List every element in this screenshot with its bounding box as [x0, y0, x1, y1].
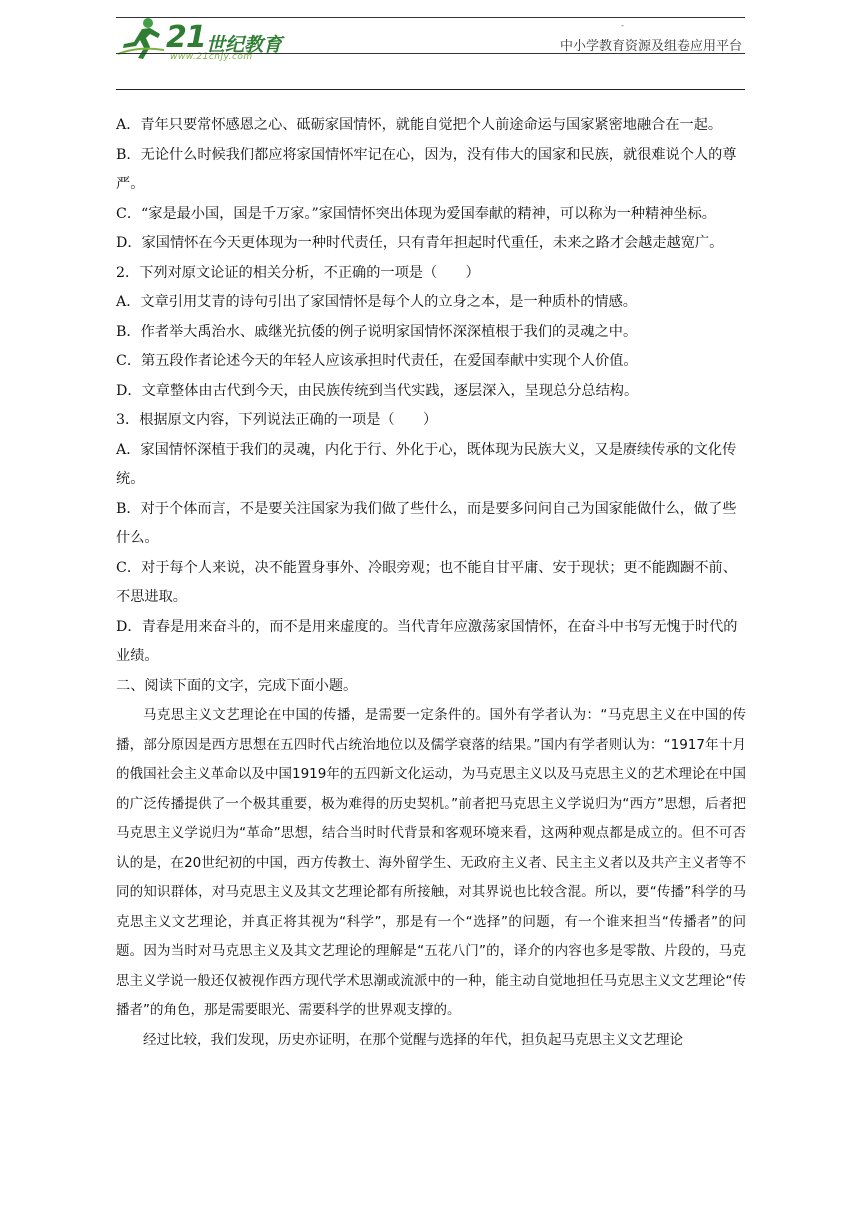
passage-paragraph: 经过比较，我们发现，历史亦证明，在那个觉醒与选择的年代，担负起马克思主义文艺理论	[143, 1031, 683, 1048]
logo-url: www.21cnjy.com	[170, 52, 253, 62]
option-c: C．第五段作者论述今天的年轻人应该承担时代责任，在爱国奉献中实现个人价值。	[116, 353, 638, 369]
option-b: B．作者举大禹治水、戚继光抗倭的例子说明家国情怀深深植根于我们的灵魂之中。	[116, 323, 638, 340]
passage-paragraph: 马克思主义文艺理论在中国的传播，是需要一定条件的。国外有学者认为：“马克思主义在中国的传播，部分原因是西方思想在五四时代占统治地位以及儒学衰落的结果。”国内有学者则认为：“1917年十月的俄国社会主义革命以及中国1919年的五四新文化运动，为马克思主义以及马克思主义的艺术理论在中国的广泛传播提供了一个极其重要，极为难得的历史契机。”前者把马克思主义学说归为“西方”思想，后者把马克思主义学说归为“革命”思想，结合当时时代背景和客观环境来看，这两种观点都是成立的。但不可否认的是，在20世纪初的中国，西方传教士、海外留学生、无政府主义者、民主主义者以及共产主义者等不同的知识群体，对马克思主义及其文艺理论都有所接触，对其界说也比较含混。所以，要“传播”科学的马克思主义文艺理论，并真正将其视为“科学”，那是有一个“选择”的问题，有一个谁来担当“传播者”的问题。因为当时对马克思主义及其文艺理论的理解是“五花八门”的，译介的内容也多是零散、片段的，马克思主义学说一般还仅被视作西方现代学术思潮或流派中的一种，能主动自觉地担任马克思主义文艺理论“传播者”的角色，那是需要眼光、需要科学的世界观支撑的。	[116, 707, 746, 1018]
document-body	[116, 111, 746, 1055]
header-mid-rule	[116, 53, 745, 54]
option-a: A．家国情怀深植于我们的灵魂，内化于行、外化于心，既体现为民族大义，又是赓续传承的文化传统。	[116, 441, 737, 487]
option-c: C．对于每个人来说，决不能置身事外、冷眼旁观；也不能自甘平庸、安于现状；更不能踟蹰不前、不思进取。	[116, 559, 737, 605]
question-2	[116, 259, 746, 407]
option-c: C．“家是最小国，国是千万家。”家国情怀突出体现为爱国奉献的精神，可以称为一种精神坐标。	[116, 205, 716, 222]
option-d: D．文章整体由古代到今天，由民族传统到当代实践，逐层深入，呈现总分总结构。	[116, 382, 639, 399]
option-a: A．青年只要常怀感恩之心、砥砺家国情怀，就能自觉把个人前途命运与国家紧密地融合在一起。	[116, 117, 723, 133]
question-stem: 3．根据原文内容，下列说法正确的一项是（ ）	[116, 412, 438, 428]
runner-logo-icon	[114, 14, 170, 62]
logo-number: 21	[166, 20, 206, 55]
question-stem: 2．下列对原文论证的相关分析，不正确的一项是（ ）	[116, 264, 480, 281]
logo-name: 世纪教育	[206, 34, 283, 56]
option-a: A．文章引用艾青的诗句引出了家国情怀是每个人的立身之本，是一种质朴的情感。	[116, 294, 637, 310]
site-logo[interactable]	[114, 14, 284, 62]
page-header	[0, 0, 860, 95]
option-b: B．无论什么时候我们都应将家国情怀牢记在心，因为，没有伟大的国家和民族，就很难说个人的尊严。	[116, 146, 737, 192]
option-d: D．家国情怀在今天更体现为一种时代责任，只有青年担起时代重任，未来之路才会越走越宽广。	[116, 235, 724, 251]
question-3	[116, 406, 746, 672]
option-b: B．对于个体而言，不是要关注国家为我们做了些什么，而是要多问问自己为国家能做什么，做了些什么。	[116, 500, 737, 546]
header-tick-mark: -	[621, 21, 624, 30]
platform-name: 中小学教育资源及组卷应用平台	[559, 39, 742, 54]
section-heading: 二、阅读下面的文字，完成下面小题。	[116, 677, 358, 694]
option-d: D．青春是用来奋斗的，而不是用来虚度的。当代青年应激荡家国情怀，在奋斗中书写无愧于时代的业绩。	[116, 618, 738, 664]
question-1-options	[116, 111, 746, 259]
header-divider	[116, 89, 745, 90]
